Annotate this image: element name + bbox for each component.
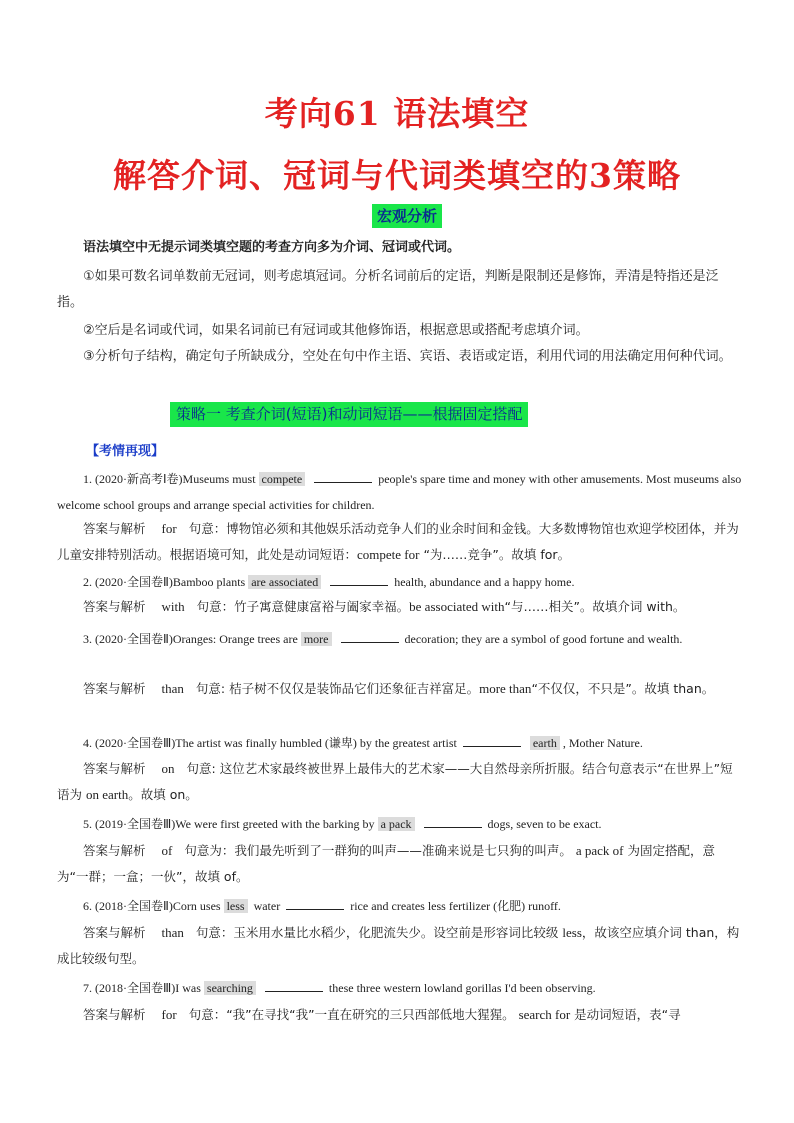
hint-word: earth <box>530 736 560 750</box>
answer-5: 答案与解析 of 句意为：我们最先听到了一群狗的叫声——准确来说是七只狗的叫声。 a pack of 为固定搭配，意为“一群；一盒；一伙”，故填 of。 <box>57 843 715 884</box>
question-3: 3. (2020·全国卷Ⅱ)Oranges: Orange trees are more decoration; they are a symbol of good fortune and wealth. <box>83 632 683 646</box>
answer-blank <box>463 734 521 747</box>
answer-6: 答案与解析 than 句意：玉米用水量比水稻少，化肥流失少。设空前是形容词比较级 less，故该空应填介词 than，构成比较级句型。 <box>57 925 740 966</box>
answer-3: 答案与解析 than 句意: 桔子树不仅仅是装饰品它们还象征吉祥富足。more than“不仅仅，不只是”。故填 than。 <box>83 681 715 696</box>
answer-label: 答案与解析 <box>83 521 146 536</box>
answer-7: 答案与解析 for 句意：“我”在寻找“我”一直在研究的三只西部低地大猩猩。 search for 是动词短语，表“寻 <box>83 1007 681 1022</box>
question-4: 4. (2020·全国卷Ⅲ)The artist was finally humbled (谦卑) by the greatest artist earth , Mother Nature. <box>83 736 643 750</box>
hint-word: are associated <box>248 575 321 589</box>
tip-2: ②空后是名词或代词，如果名词前已有冠词或其他修饰语，根据意思或搭配考虑填介词。 <box>83 323 589 338</box>
hint-word: a pack <box>378 817 415 831</box>
hint-word: more <box>301 632 332 646</box>
strategy-heading: 策略一 考查介词(短语)和动词短语——根据固定搭配 <box>170 402 528 427</box>
answer-word: for <box>161 521 177 536</box>
answer-blank <box>314 470 372 483</box>
answer-blank <box>341 630 399 643</box>
macro-analysis-heading: 宏观分析 <box>372 204 442 228</box>
question-2: 2. (2020·全国卷Ⅱ)Bamboo plants are associated health, abundance and a happy home. <box>83 575 575 589</box>
hint-word: less <box>224 899 248 913</box>
answer-word: on <box>161 761 175 776</box>
answer-blank <box>330 573 388 586</box>
answer-word: with <box>161 599 185 614</box>
tip-3: ③分析句子结构，确定句子所缺成分，空处在句中作主语、宾语、表语或定语，利用代词的用法确定用何种代词。 <box>83 349 732 364</box>
question-1: 1. (2020·新高考Ⅰ卷)Museums must compete people's spare time and money with other amusements. Most museums also welcome school groups and arrange special activities for children. <box>57 472 742 512</box>
question-6: 6. (2018·全国卷Ⅱ)Corn uses less water rice and creates less fertilizer (化肥) runoff. <box>83 899 561 913</box>
hint-word: compete <box>259 472 306 486</box>
tip-1: ①如果可数名词单数前无冠词，则考虑填冠词。分析名词前后的定语，判断是限制还是修饰，弄清是特指还是泛指。 <box>57 269 719 310</box>
answer-word: of <box>161 843 173 858</box>
intro-paragraph: 语法填空中无提示词类填空题的考查方向多为介词、冠词或代词。 <box>83 240 461 255</box>
page-title: 考向61 语法填空 <box>264 94 530 133</box>
question-7: 7. (2018·全国卷Ⅲ)I was searching these three western lowland gorillas I'd been observing. <box>83 981 596 995</box>
answer-2: 答案与解析 with 句意：竹子寓意健康富裕与阖家幸福。be associated with“与……相关”。故填介词 with。 <box>83 599 686 614</box>
answer-1: 答案与解析 for 句意：博物馆必须和其他娱乐活动竞争人们的业余时间和金钱。大多数博物馆也欢迎学校团体，并为儿童安排特别活动。根据语境可知，此处是动词短语：compete for “为……竞争”。故填 for。 <box>57 521 739 562</box>
kaoqing-heading: 【考情再现】 <box>86 444 165 459</box>
answer-blank <box>286 897 344 910</box>
hint-word: searching <box>204 981 256 995</box>
answer-word: than <box>161 681 184 696</box>
answer-blank <box>265 979 323 992</box>
answer-blank <box>424 815 482 828</box>
answer-word: for <box>161 1007 177 1022</box>
answer-word: than <box>161 925 184 940</box>
answer-4: 答案与解析 on 句意: 这位艺术家最终被世界上最伟大的艺术家——大自然母亲所折服。结合句意表示“在世界上”短语为 on earth。故填 on。 <box>57 761 733 802</box>
page-subtitle: 解答介词、冠词与代词类填空的3策略 <box>113 156 681 195</box>
question-5: 5. (2019·全国卷Ⅲ)We were first greeted with the barking by a pack dogs, seven to be exact. <box>83 817 602 831</box>
